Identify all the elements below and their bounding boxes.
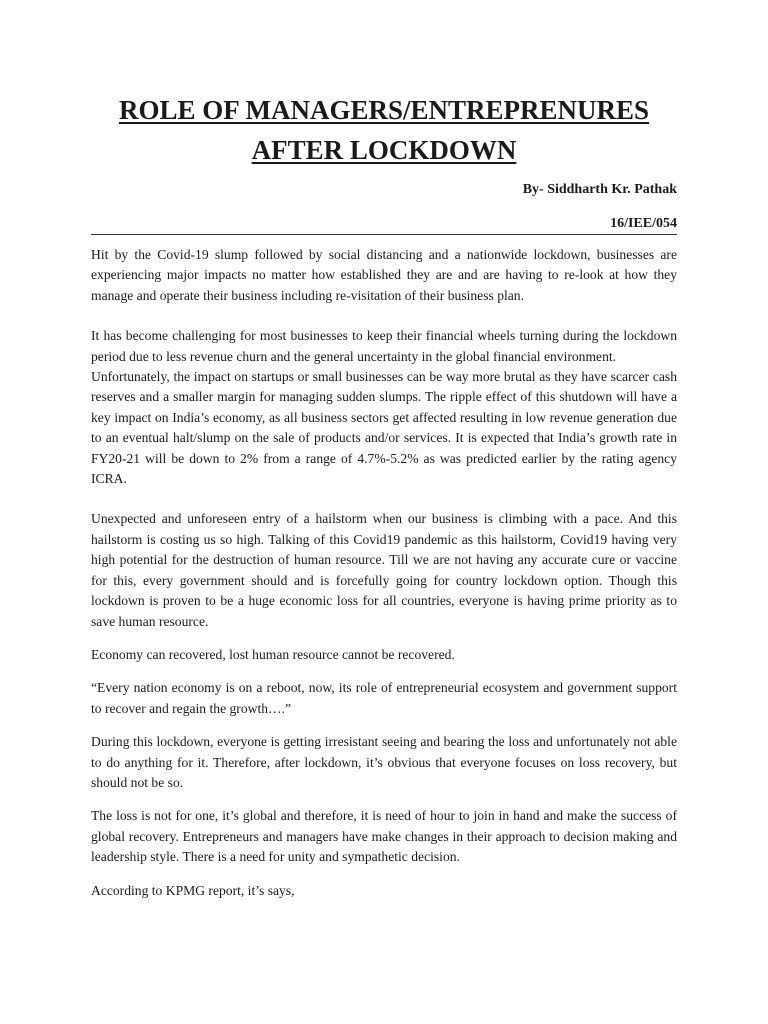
- author-line: By- Siddharth Kr. Pathak: [522, 182, 677, 197]
- paragraph-1: Hit by the Covid-19 slump followed by social distancing and a nationwide lockdown, businesses are experiencing major impacts no matter how established they are and are having to re-look at how they manage and operate their business including re-visitation of their business plan.: [91, 247, 677, 303]
- document-body: [91, 245, 677, 901]
- paragraph-8: The loss is not for one, it’s global and therefore, it is need of hour to join in hand and make the success of global recovery. Entrepreneurs and managers have make changes in their approach to decision making and leadership style. There is a need for unity and sympathetic decision.: [91, 808, 677, 865]
- paragraph-3: Unfortunately, the impact on startups or small businesses can be way more brutal as they have scarcer cash reserves and a smaller margin for managing sudden slumps. The ripple effect of this shutdown will have a key impact on India’s economy, as all business sectors get affected resulting in low revenue generation due to an eventual halt/slump on the sale of products and/or services. It is expected that India’s growth rate in FY20-21 will be down to 2% from a range of 4.7%-5.2% as was predicted earlier by the rating agency ICRA.: [91, 369, 677, 487]
- document-title: [60, 90, 708, 170]
- title-line-1: ROLE OF MANAGERS/ENTREPRENURES: [118, 95, 650, 125]
- paragraph-5: Economy can recovered, lost human resource cannot be recovered.: [91, 646, 455, 662]
- title-line-2: AFTER LOCKDOWN: [251, 135, 517, 165]
- paragraph-9: According to KPMG report, it’s says,: [91, 882, 295, 898]
- roll-number: 16/IEE/054: [610, 216, 677, 231]
- paragraph-4: Unexpected and unforeseen entry of a hailstorm when our business is climbing with a pace. And this hailstorm is costing us so high. Talking of this Covid19 pandemic as this hailstorm, Covid19 having very high potential for the destruction of human resource. Till we are not having any accurate cure or vaccine for this, every government should and is forcefully going for country lockdown option. Though this lockdown is proven to be a huge economic loss for all countries, everyone is having prime priority as to save human resource.: [91, 511, 677, 629]
- paragraph-7: During this lockdown, everyone is getting irresistant seeing and bearing the loss and unfortunately not able to do anything for it. Therefore, after lockdown, it’s obvious that everyone focuses on loss recovery, but should not be so.: [91, 734, 677, 790]
- header-divider: [91, 234, 677, 235]
- paragraph-2: It has become challenging for most businesses to keep their financial wheels turning during the lockdown period due to less revenue churn and the general uncertainty in the global financial environment.: [91, 328, 677, 364]
- paragraph-quote: “Every nation economy is on a reboot, now, its role of entrepreneurial ecosystem and government support to recover and regain the growth….”: [91, 680, 677, 716]
